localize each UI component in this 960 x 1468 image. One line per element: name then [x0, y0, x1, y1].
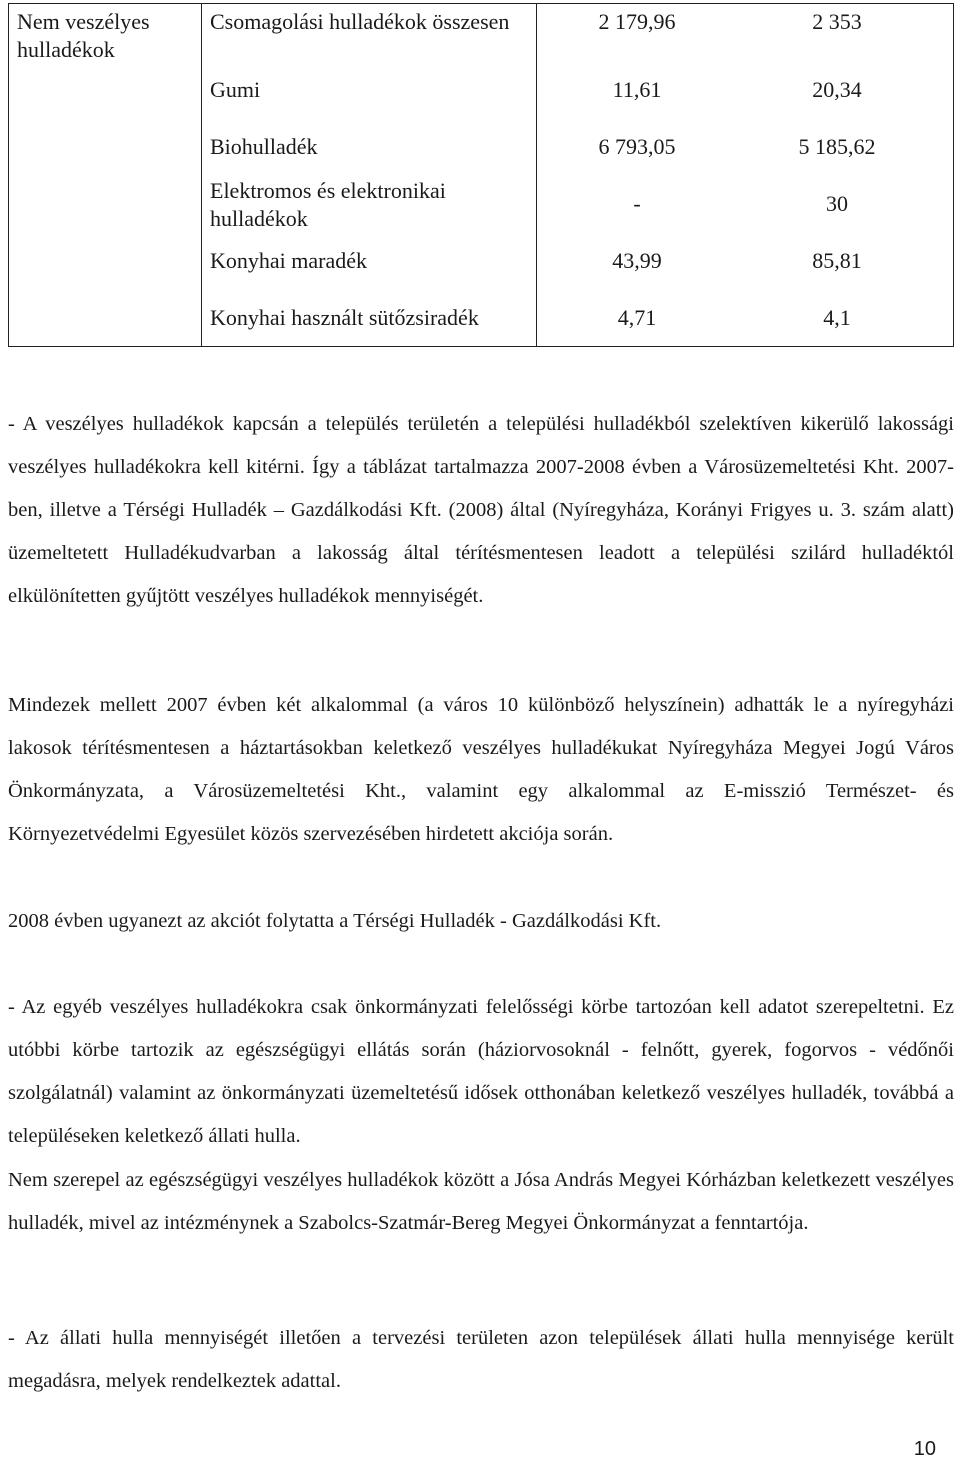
- value-2007: 4,71: [617, 304, 657, 330]
- values-column: [537, 4, 954, 347]
- row-name: Konyhai használt sütőzsiradék: [210, 304, 479, 330]
- value-2007: 6 793,05: [598, 133, 676, 159]
- value-2008: 85,81: [812, 247, 862, 273]
- value-2007: -: [633, 190, 641, 216]
- row-values: [537, 61, 953, 118]
- row-name: Gumi: [210, 76, 261, 102]
- paragraph-text: 2008 évben ugyanezt az akciót folytatta a Térségi Hulladék - Gazdálkodási Kft.: [8, 910, 662, 932]
- paragraph-text: Mindezek mellett 2007 évben két alkalommal (a város 10 különböző helyszínein) adhatták le a nyíregyházi lakosok térítésmentesen a háztartásokban keletkező veszélyes hulladékukat Nyíregyháza Megyei Jogú Város Önkormányzata, a Városüzemeltetési Kht., valamint egy alkalommal az E-misszió Természet- és Környezetvédelmi Egyesület közös szervezésében hirdetett akciója során.: [8, 694, 954, 845]
- row-values: [537, 118, 953, 175]
- row-name: Konyhai maradék: [210, 247, 367, 273]
- row-values: [537, 175, 953, 232]
- value-2007: 2 179,96: [598, 9, 676, 34]
- waste-table: [8, 3, 954, 347]
- category-cell: [9, 4, 202, 347]
- value-2008: 2 353: [812, 9, 862, 34]
- row-values: [537, 4, 953, 61]
- row-values: [537, 232, 953, 289]
- page-number: 10: [913, 1438, 936, 1460]
- value-2008: 30: [826, 190, 848, 216]
- paragraph-text: - Az egyéb veszélyes hulladékokra csak önkormányzati felelősségi körbe tartozóan kell adatot szerepeltetni. Ez utóbbi körbe tartozik az egészségügyi ellátás során (háziorvosoknál - felnőtt, gyerek, fogorvos - védőnői szolgálatnál) valamint az önkormányzati üzemeltetésű idősek otthonában keletkező veszélyes hulladék, továbbá a településeken keletkező állati hulla.: [8, 996, 954, 1147]
- paragraph-other-hazardous: [8, 986, 954, 1158]
- paragraph-hospital: [8, 1159, 954, 1245]
- row-name: Elektromos és elektronikai hulladékok: [210, 178, 446, 231]
- category-label: Nem veszélyes hulladékok: [17, 9, 150, 62]
- table-row: [9, 4, 954, 347]
- names-column: [202, 4, 537, 347]
- value-2007: 43,99: [612, 247, 662, 273]
- row-name: Biohulladék: [210, 133, 318, 159]
- value-2008: 5 185,62: [798, 133, 876, 159]
- value-2007: 11,61: [612, 76, 662, 102]
- paragraph-collection-2007: [8, 684, 954, 856]
- value-2008: 20,34: [812, 76, 862, 102]
- paragraph-text: - A veszélyes hulladékok kapcsán a település területén a települési hulladékból szelektíven kikerülő lakossági veszélyes hulladékokra kell kitérni. Így a táblázat tartalmazza 2007-2008 évben a Városüzemeltetési Kht. 2007-ben, illetve a Térségi Hulladék – Gazdálkodási Kft. (2008) által (Nyíregyháza, Korányi Frigyes u. 3. szám alatt) üzemeltetett Hulladékudvarban a lakosság által térítésmentesen leadott a települési szilárd hulladéktól elkülönítetten gyűjtött veszélyes hulladékok mennyiségét.: [8, 413, 954, 607]
- paragraph-hazardous-waste: [8, 403, 954, 618]
- paragraph-collection-2008: [8, 900, 954, 943]
- paragraph-animal-carcass: [8, 1317, 954, 1403]
- paragraph-text: Nem szerepel az egészségügyi veszélyes hulladékok között a Jósa András Megyei Kórházban keletkezett veszélyes hulladék, mivel az intézménynek a Szabolcs-Szatmár-Bereg Megyei Önkormányzat a fenntartója.: [8, 1169, 954, 1234]
- paragraph-text: - Az állati hulla mennyiségét illetően a tervezési területen azon települések állati hulla mennyisége került megadásra, melyek rendelkeztek adattal.: [8, 1327, 954, 1392]
- row-name: Csomagolási hulladékok összesen: [210, 9, 510, 34]
- value-2008: 4,1: [823, 304, 851, 330]
- row-values: [537, 289, 953, 346]
